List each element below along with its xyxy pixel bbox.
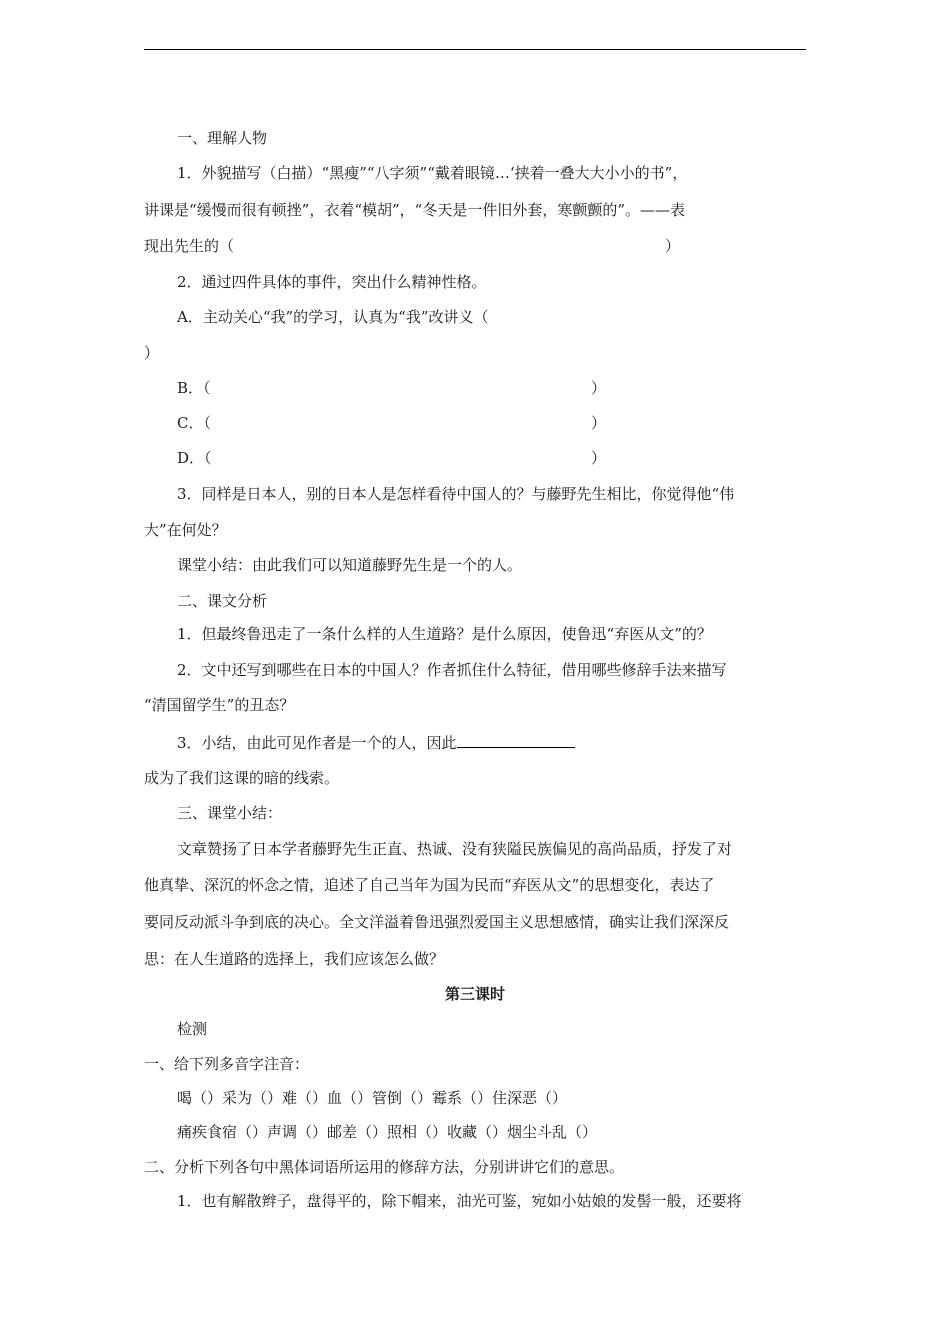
section1-heading: 一、理解人物 (177, 129, 268, 147)
s3-para-line3: 要同反动派斗争到底的决心。全文洋溢着鲁迅强烈爱国主义思想感情，确实让我们深深反 (144, 913, 730, 931)
q3-line1: 3．同样是日本人，别的日本人是怎样看待中国人的？与藤野先生相比，你觉得他“伟 (177, 485, 735, 503)
q1-line3 (144, 236, 806, 256)
q2: 2．通过四件具体的事件，突出什么精神性格。 (177, 273, 487, 291)
section3-heading: 三、课堂小结： (177, 804, 283, 822)
q2-c-label: C．（ (177, 414, 211, 432)
s2-q3-line2: 成为了我们这课的暗的线索。 (144, 769, 340, 787)
q1-line2: 讲课是“缓慢而很有顿挫”，衣着“模胡”，“冬天是一件旧外套，寒颤颤的”。——表 (144, 201, 686, 219)
s2-q1: 1．但最终鲁迅走了一条什么样的人生道路？是什么原因，使鲁迅“弃医从文”的？ (177, 625, 712, 643)
q1-line3-end: ） (665, 237, 681, 255)
fill-in-blank (457, 732, 575, 748)
q2-d-close: ） (591, 449, 607, 467)
part2-q1: 1．也有解散辫子，盘得平的，除下帽来，油光可鉴，宛如小姑娘的发髻一般，还要将 (177, 1192, 742, 1210)
q2-a-close: ） (144, 344, 160, 362)
q2-b (144, 378, 839, 398)
s2-q2-line1: 2．文中还写到哪些在日本的中国人？作者抓住什么特征，借用哪些修辞手法来描写 (177, 661, 727, 679)
q2-d (144, 448, 839, 468)
q2-b-close: ） (591, 379, 607, 397)
q1-line1: 1．外貌描写（白描）“黑瘦”“八字须”“戴着眼镜…‘挟着一叠大大小小的书”， (177, 164, 688, 182)
q2-c (144, 413, 839, 433)
part1-heading: 一、给下列多音字注音： (144, 1055, 310, 1073)
s2-q3-line1 (144, 732, 839, 753)
s2-q3-text: 3．小结，由此可见作者是一个的人，因此 (177, 734, 457, 752)
test-heading: 检测 (177, 1020, 208, 1038)
section1-summary: 课堂小结：由此我们可以知道藤野先生是一个的人。 (177, 556, 523, 574)
s3-para-line2: 他真挚、深沉的怀念之情，追述了自己当年为国为民而“弃医从文”的思想变化，表达了 (144, 876, 715, 894)
header-rule (144, 49, 806, 50)
q2-a: A．主动关心“我”的学习，认真为“我”改讲义（ (177, 308, 489, 326)
s2-q2-line2: “清国留学生”的丑态？ (144, 696, 295, 714)
s3-para-line1: 文章赞扬了日本学者藤野先生正直、热诚、没有狭隘民族偏见的高尚品质，抒发了对 (177, 840, 733, 858)
q1-line3-start: 现出先生的（ (144, 237, 235, 255)
pinyin-row1: 喝（）采为（）难（）血（）管倒（）霉系（）住深恶（） (177, 1089, 568, 1107)
lesson3-title: 第三课时 (444, 985, 505, 1003)
q2-d-label: D．（ (177, 449, 212, 467)
q2-b-label: B．（ (177, 379, 211, 397)
s3-para-line4: 思：在人生道路的选择上，我们应该怎么做？ (144, 950, 445, 968)
section2-heading: 二、课文分析 (177, 592, 268, 610)
q2-c-close: ） (591, 414, 607, 432)
q3-line2: 大”在何处？ (144, 521, 227, 539)
pinyin-row2: 痛疾食宿（）声调（）邮差（）照相（）收藏（）烟尘斗乱（） (177, 1123, 598, 1141)
part2-heading: 二、分析下列各句中黑体词语所运用的修辞方法，分别讲讲它们的意思。 (144, 1158, 625, 1176)
